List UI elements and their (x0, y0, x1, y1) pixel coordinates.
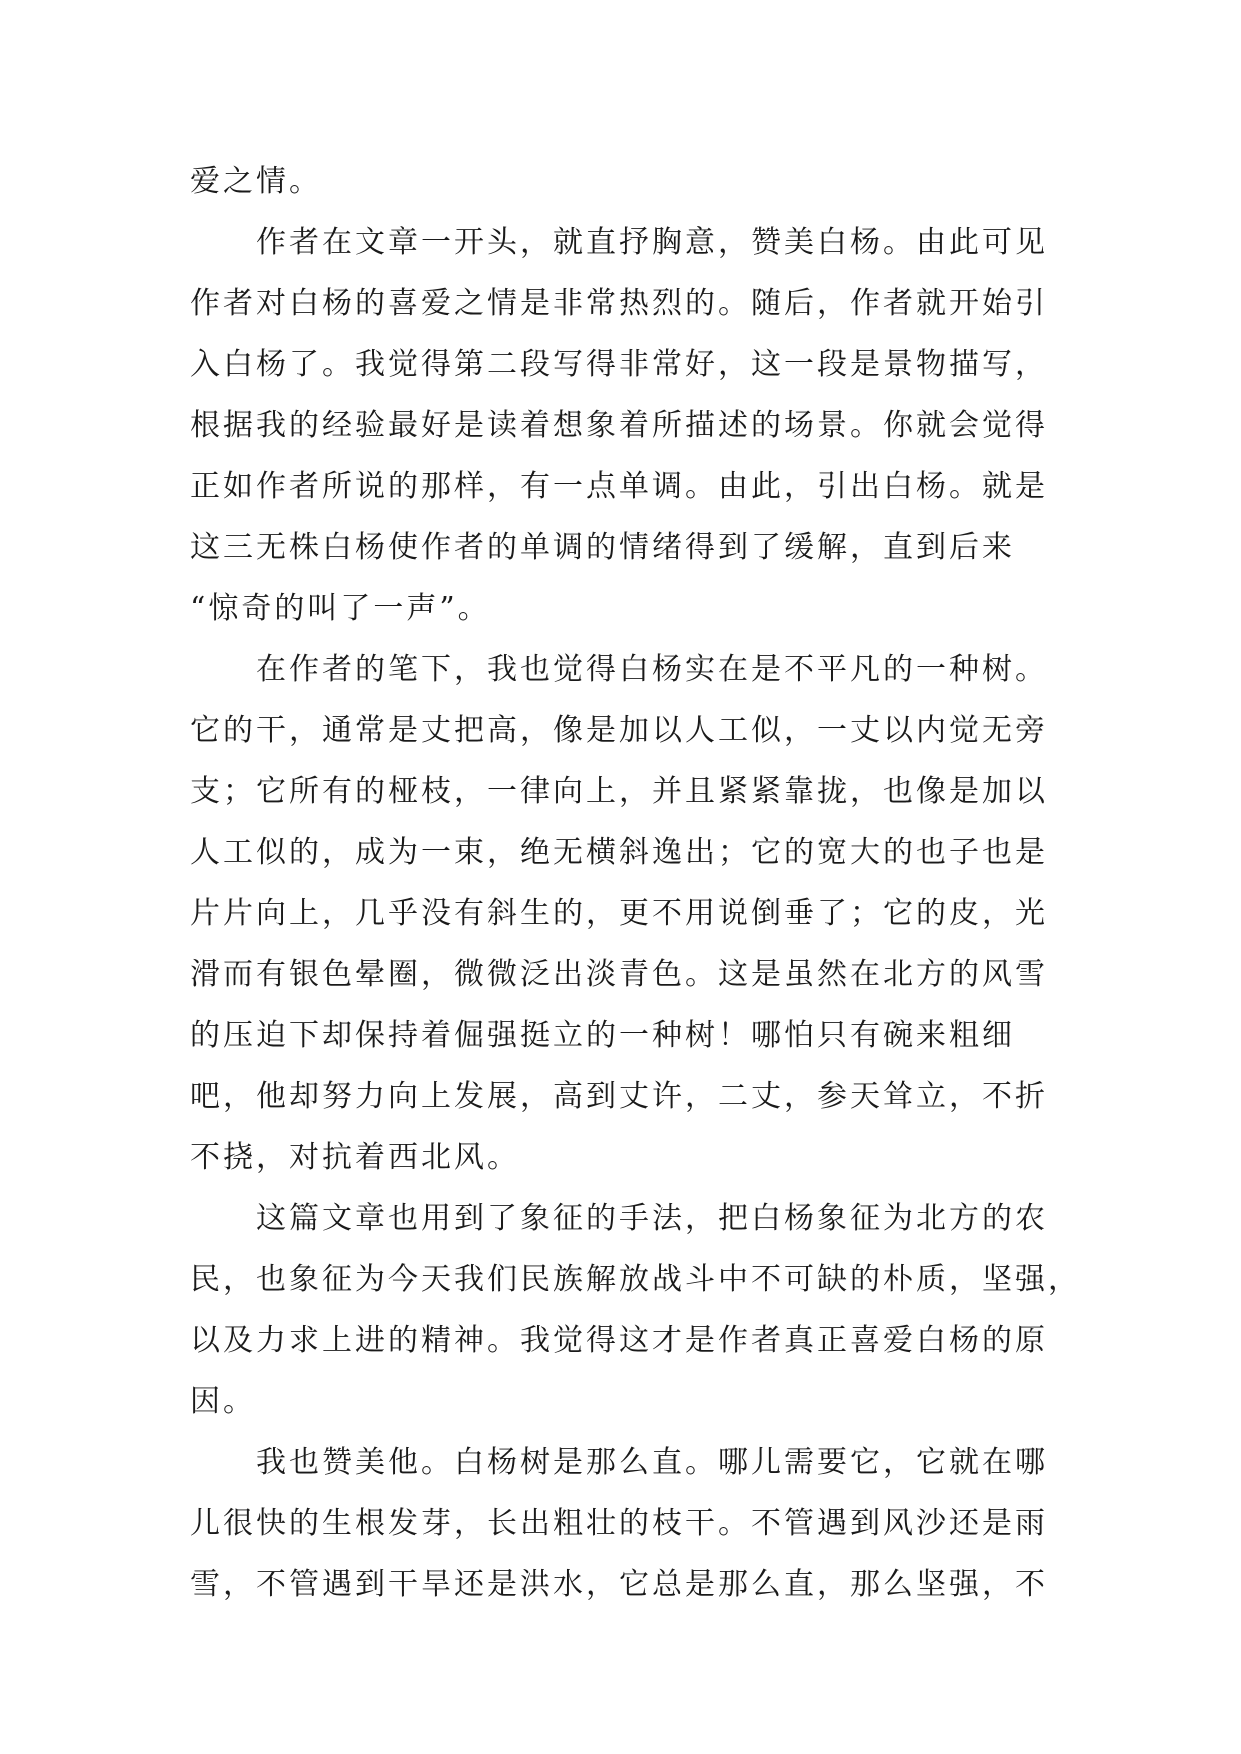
text-line: 我也赞美他。白杨树是那么直。哪儿需要它，它就在哪 (256, 1445, 1048, 1480)
text-line: 在作者的笔下，我也觉得白杨实在是不平凡的一种树。 (256, 652, 1048, 687)
text-line: 这篇文章也用到了象征的手法，把白杨象征为北方的农 (256, 1201, 1048, 1236)
text-line: 作者在文章一开头，就直抒胸意，赞美白杨。由此可见 (256, 225, 1048, 260)
text-line: 入白杨了。我觉得第二段写得非常好，这一段是景物描写， (190, 347, 1048, 382)
text-line: 儿很快的生根发芽，长出粗壮的枝干。不管遇到风沙还是雨 (190, 1506, 1048, 1541)
text-line: “惊奇的叫了一声”。 (190, 591, 491, 626)
text-line: 正如作者所说的那样，有一点单调。由此，引出白杨。就是 (190, 469, 1048, 504)
text-line: 这三无株白杨使作者的单调的情绪得到了缓解，直到后来 (190, 530, 1015, 565)
text-line: 雪，不管遇到干旱还是洪水，它总是那么直，那么坚强，不 (190, 1567, 1048, 1602)
text-line: 人工似的，成为一束，绝无横斜逸出；它的宽大的也子也是 (190, 835, 1048, 870)
text-line: 作者对白杨的喜爱之情是非常热烈的。随后，作者就开始引 (190, 286, 1048, 321)
text-line: 民，也象征为今天我们民族解放战斗中不可缺的朴质，坚强， (190, 1262, 1081, 1297)
text-line: 根据我的经验最好是读着想象着所描述的场景。你就会觉得 (190, 408, 1048, 443)
essay-body (190, 151, 1081, 1615)
text-line: 因。 (190, 1384, 256, 1419)
text-line: 它的干，通常是丈把高，像是加以人工似，一丈以内觉无旁 (190, 713, 1048, 748)
text-line: 以及力求上进的精神。我觉得这才是作者真正喜爱白杨的原 (190, 1323, 1048, 1358)
text-line: 滑而有银色晕圈，微微泛出淡青色。这是虽然在北方的风雪 (190, 957, 1048, 992)
text-line: 的压迫下却保持着倔强挺立的一种树！哪怕只有碗来粗细 (190, 1018, 1015, 1053)
text-line: 爱之情。 (190, 164, 322, 199)
text-line: 支；它所有的桠枝，一律向上，并且紧紧靠拢，也像是加以 (190, 774, 1048, 809)
text-line: 片片向上，几乎没有斜生的，更不用说倒垂了；它的皮，光 (190, 896, 1048, 931)
text-line: 吧，他却努力向上发展，高到丈许，二丈，参天耸立，不折 (190, 1079, 1048, 1114)
text-line: 不挠，对抗着西北风。 (190, 1140, 520, 1175)
